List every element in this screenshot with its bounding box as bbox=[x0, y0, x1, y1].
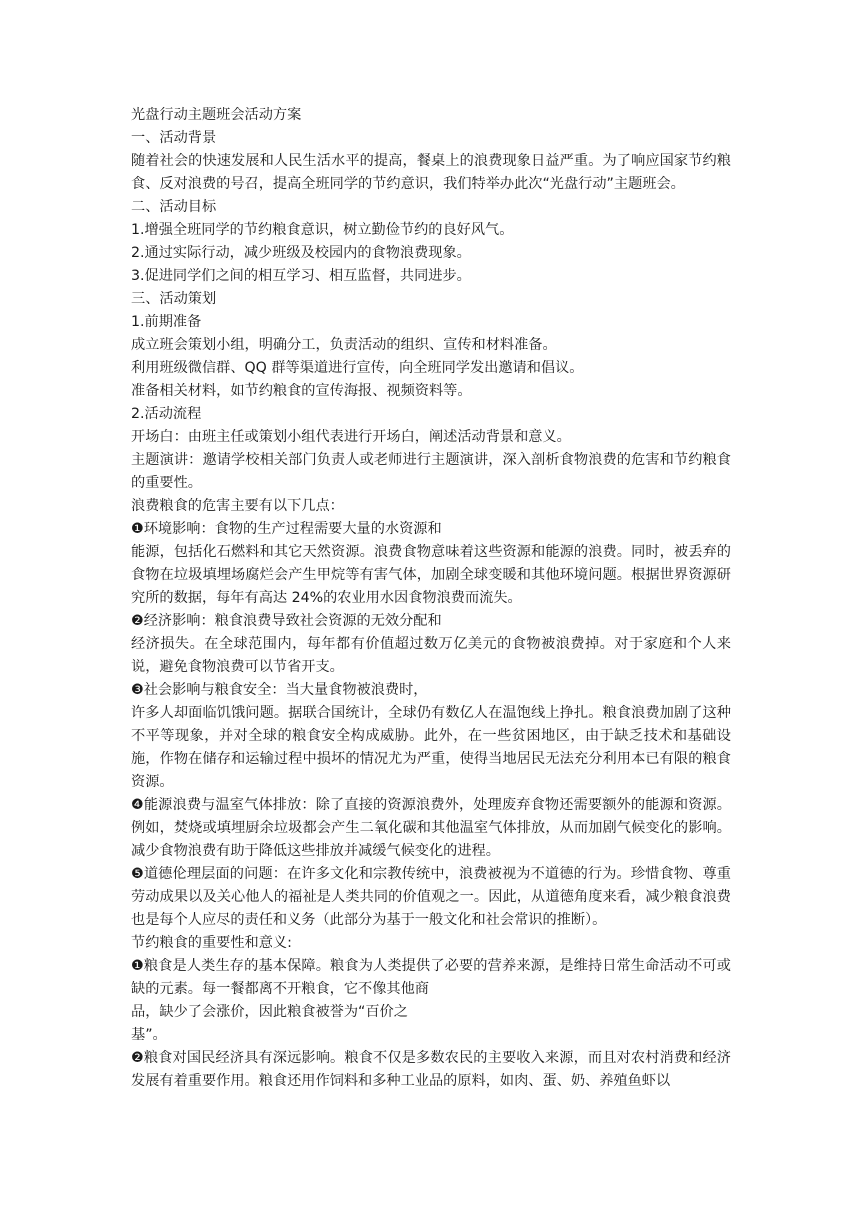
paragraph: 2.通过实际行动，减少班级及校园内的食物浪费现象。 bbox=[131, 245, 471, 261]
paragraph: 品，缺少了会涨价，因此粮食被誉为“百价之 bbox=[131, 1004, 408, 1020]
document-body bbox=[131, 127, 731, 1093]
document-page bbox=[131, 104, 731, 1093]
paragraph: 3.促进同学们之间的相互学习、相互监督，共同进步。 bbox=[131, 268, 471, 284]
paragraph: 能源，包括化石燃料和其它天然资源。浪费食物意味着这些资源和能源的浪费。同时，被丢弃的食物在垃圾填埋场腐烂会产生甲烷等有害气体，加剧全球变暖和其他环境问题。根据世界资源研究所的数据，每年有高达 24%的农业用水因食物浪费而流失。 bbox=[131, 544, 731, 606]
paragraph: 基”。 bbox=[131, 1027, 167, 1043]
paragraph: 一、活动背景 bbox=[131, 130, 217, 146]
paragraph: 开场白：由班主任或策划小组代表进行开场白，阐述活动背景和意义。 bbox=[131, 429, 571, 445]
paragraph: ❸社会影响与粮食安全：当大量食物被浪费时， bbox=[131, 682, 428, 698]
paragraph: 2.活动流程 bbox=[131, 406, 202, 422]
paragraph: 1.前期准备 bbox=[131, 314, 202, 330]
paragraph: 三、活动策划 bbox=[131, 291, 217, 307]
document-title: 光盘行动主题班会活动方案 bbox=[131, 107, 302, 123]
paragraph: ❷粮食对国民经济具有深远影响。粮食不仅是多数农民的主要收入来源，而且对农村消费和经济发展有着重要作用。粮食还用作饲料和多种工业品的原料，如肉、蛋、奶、养殖鱼虾以 bbox=[131, 1050, 731, 1089]
paragraph: 经济损失。在全球范围内，每年都有价值超过数万亿美元的食物被浪费掉。对于家庭和个人来说，避免食物浪费可以节省开支。 bbox=[131, 636, 731, 675]
paragraph: 随着社会的快速发展和人民生活水平的提高，餐桌上的浪费现象日益严重。为了响应国家节约粮食、反对浪费的号召，提高全班同学的节约意识，我们特举办此次“光盘行动”主题班会。 bbox=[131, 153, 731, 192]
paragraph: ❹能源浪费与温室气体排放：除了直接的资源浪费外，处理废弃食物还需要额外的能源和资源。例如，焚烧或填埋厨余垃圾都会产生二氧化碳和其他温室气体排放，从而加剧气候变化的影响。减少食物浪费有助于降低这些排放并减缓气候变化的进程。 bbox=[131, 797, 731, 859]
paragraph: 准备相关材料，如节约粮食的宣传海报、视频资料等。 bbox=[131, 383, 472, 399]
paragraph: 节约粮食的重要性和意义: bbox=[131, 935, 292, 951]
paragraph: ❶粮食是人类生存的基本保障。粮食为人类提供了必要的营养来源，是维持日常生命活动不可或缺的元素。每一餐都离不开粮食，它不像其他商 bbox=[131, 958, 731, 997]
paragraph: 许多人却面临饥饿问题。据联合国统计，全球仍有数亿人在温饱线上挣扎。粮食浪费加剧了这种不平等现象，并对全球的粮食安全构成威胁。此外，在一些贫困地区，由于缺乏技术和基础设施，作物在储存和运输过程中损坏的情况尤为严重，使得当地居民无法充分利用本已有限的粮食资源。 bbox=[131, 705, 731, 790]
paragraph: 浪费粮食的危害主要有以下几点： bbox=[131, 498, 344, 514]
paragraph: 二、活动目标 bbox=[131, 199, 217, 215]
paragraph: ❶环境影响：食物的生产过程需要大量的水资源和 bbox=[131, 521, 442, 537]
paragraph: 1.增强全班同学的节约粮食意识，树立勤俭节约的良好风气。 bbox=[131, 222, 514, 238]
paragraph: ❷经济影响：粮食浪费导致社会资源的无效分配和 bbox=[131, 613, 442, 629]
paragraph: ❺道德伦理层面的问题：在许多文化和宗教传统中，浪费被视为不道德的行为。珍惜食物、尊重劳动成果以及关心他人的福祉是人类共同的价值观之一。因此，从道德角度来看，减少粮食浪费也是每个人应尽的责任和义务（此部分为基于一般文化和社会常识的推断）。 bbox=[131, 866, 731, 928]
paragraph: 成立班会策划小组，明确分工，负责活动的组织、宣传和材料准备。 bbox=[131, 337, 557, 353]
paragraph: 主题演讲：邀请学校相关部门负责人或老师进行主题演讲，深入剖析食物浪费的危害和节约粮食的重要性。 bbox=[131, 452, 731, 491]
paragraph: 利用班级微信群、QQ 群等渠道进行宣传，向全班同学发出邀请和倡议。 bbox=[131, 360, 584, 376]
